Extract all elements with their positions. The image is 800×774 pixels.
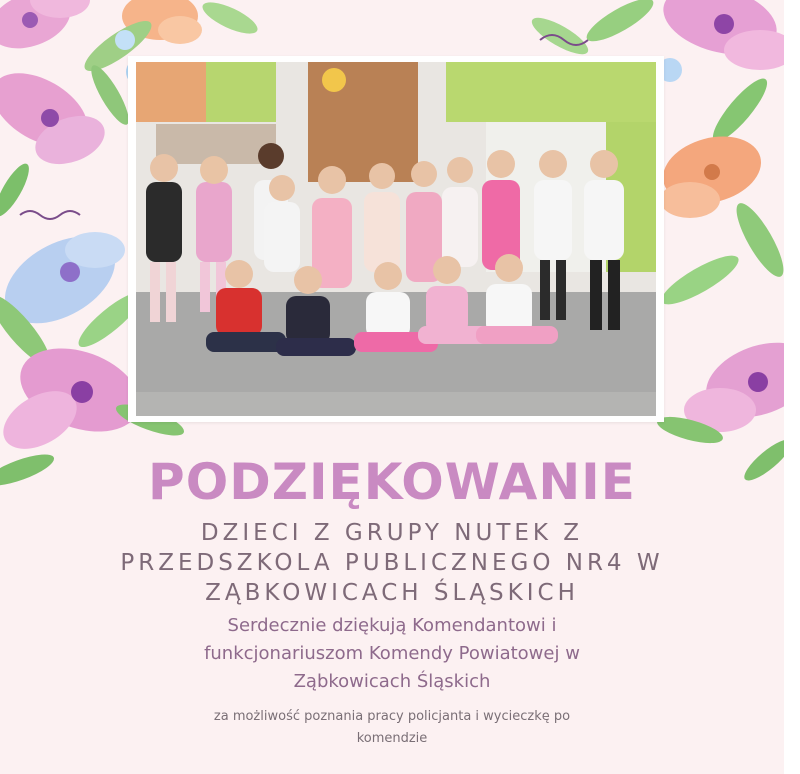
- thanks-text: [0, 612, 784, 696]
- flower-right: [655, 126, 784, 486]
- subheadline: [0, 518, 784, 608]
- subheadline-line: PRZEDSZKOLA PUBLICZNEGO NR4 W: [120, 550, 664, 576]
- thanks-line: Ząbkowicach Śląskich: [293, 671, 491, 692]
- group-photo: [136, 62, 656, 416]
- note-line: komendzie: [356, 731, 428, 746]
- note-line: za możliwość poznania pracy policjanta i wycieczkę po: [213, 709, 571, 724]
- thanks-line: Serdecznie dziękują Komendantowi i: [227, 615, 557, 636]
- subheadline-line: DZIECI Z GRUPY NUTEK Z: [200, 520, 584, 546]
- headline: PODZIĘKOWANIE: [148, 453, 636, 511]
- page-edge: [784, 0, 800, 774]
- photo-frame: [128, 56, 664, 422]
- subheadline-line: ZĄBKOWICACH ŚLĄSKICH: [205, 580, 579, 606]
- group-photo-children-icon: [136, 62, 656, 416]
- thanks-line: funkcjonariuszom Komendy Powiatowej w: [204, 643, 580, 664]
- note-text: [0, 706, 784, 750]
